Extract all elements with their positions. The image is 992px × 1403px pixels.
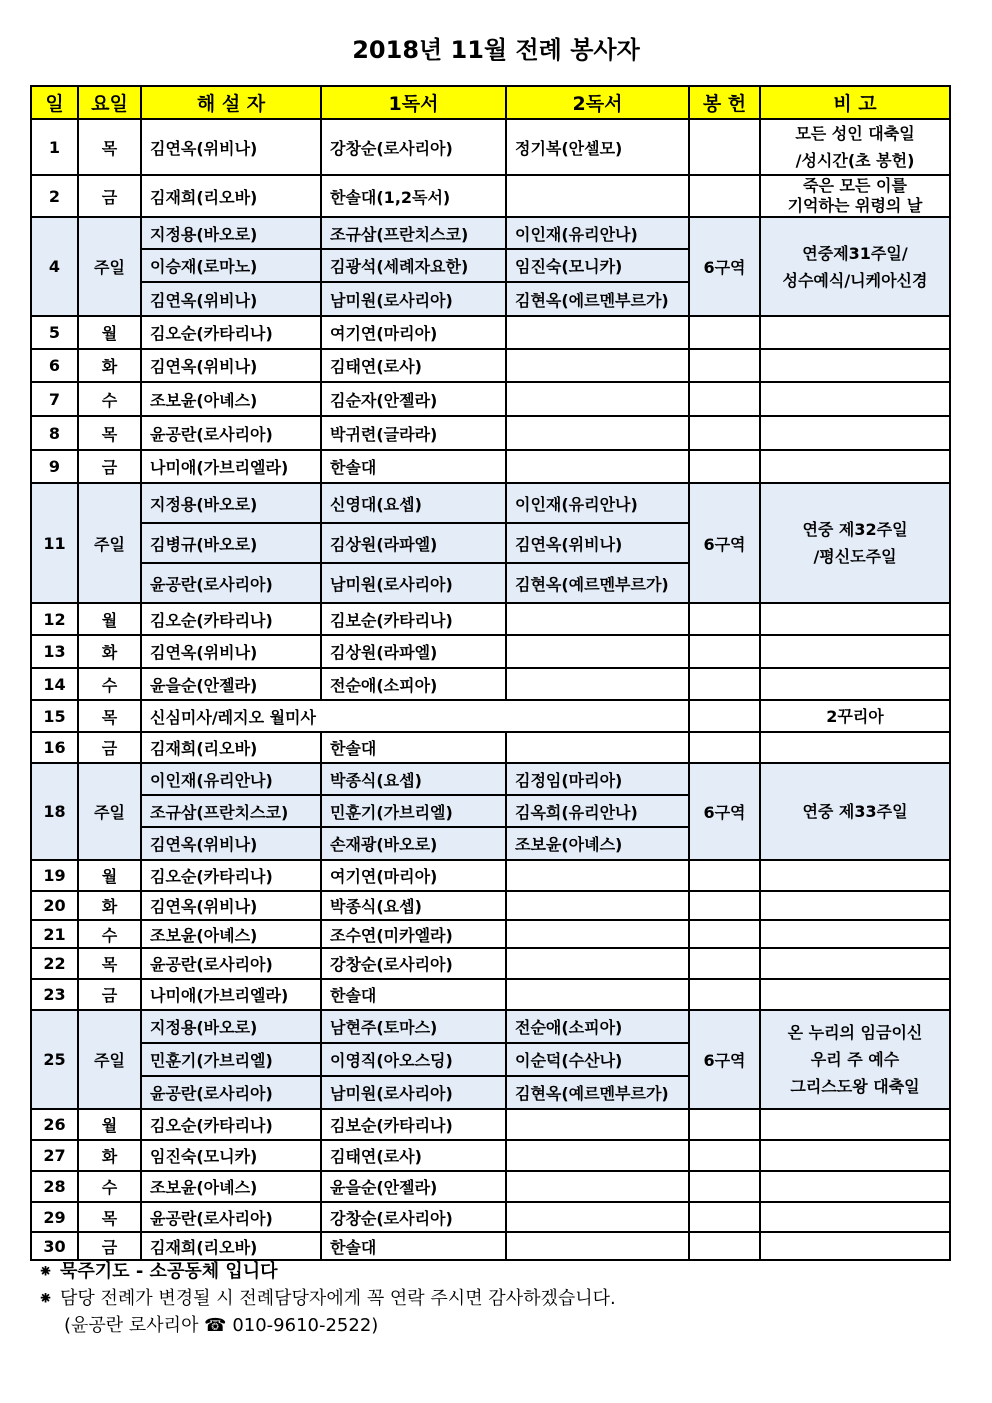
commentator-cell: 이인재(유리안나): [141, 763, 321, 795]
contact-info: (윤공란 로사리아 ☎ 010-9610-2522): [64, 1315, 379, 1336]
remarks-cell: [760, 1232, 950, 1260]
reader1-cell: 김상원(라파엘): [321, 635, 506, 668]
offering-cell: [689, 635, 760, 668]
reader1-cell: 김보순(카타리나): [321, 1109, 506, 1140]
day-cell: 15: [31, 700, 78, 732]
reader2-cell: 김옥희(유리안나): [506, 795, 689, 827]
header-reader2: 2독서: [506, 86, 689, 119]
reader2-cell: 김연옥(위비나): [506, 523, 689, 563]
commentator-cell: 나미애(가브리엘라): [141, 450, 321, 483]
weekday-cell: 목: [78, 948, 141, 979]
remarks-cell: 연중 제33주일: [760, 763, 950, 860]
reader1-cell: 전순애(소피아): [321, 668, 506, 700]
reader1-cell: 여기연(마리아): [321, 860, 506, 891]
offering-cell: 6구역: [689, 217, 760, 316]
reader2-cell: [506, 603, 689, 635]
remarks-cell: [760, 1171, 950, 1202]
reader2-cell: [506, 175, 689, 217]
reader1-cell: 김태연(로사): [321, 1140, 506, 1171]
day-cell: 14: [31, 668, 78, 700]
offering-cell: [689, 416, 760, 450]
day-cell: 30: [31, 1232, 78, 1260]
weekday-cell: 목: [78, 416, 141, 450]
reader1-cell: 강창순(로사리아): [321, 1202, 506, 1232]
table-row: [31, 349, 950, 382]
offering-cell: [689, 700, 760, 732]
reader1-cell: 남미원(로사리아): [321, 282, 506, 316]
reader1-cell: 김태연(로사): [321, 349, 506, 382]
weekday-cell: 주일: [78, 1010, 141, 1109]
remarks-cell: [760, 860, 950, 891]
reader2-cell: 이순덕(수산나): [506, 1043, 689, 1076]
offering-cell: [689, 1171, 760, 1202]
page-title: 2018년 11월 전례 봉사자: [352, 36, 640, 64]
remarks-cell: 온 누리의 임금이신 우리 주 예수 그리스도왕 대축일: [760, 1010, 950, 1109]
remarks-cell: [760, 891, 950, 920]
reader1-cell: 여기연(마리아): [321, 316, 506, 349]
reader2-cell: [506, 948, 689, 979]
remarks-cell: 2꾸리아: [760, 700, 950, 732]
remarks-cell: [760, 1109, 950, 1140]
commentator-cell: 김연옥(위비나): [141, 635, 321, 668]
offering-cell: [689, 1232, 760, 1260]
remarks-cell: [760, 416, 950, 450]
commentator-cell: 윤공란(로사리아): [141, 563, 321, 603]
table-row: [31, 1232, 950, 1260]
weekday-cell: 금: [78, 979, 141, 1010]
table-header-row: [31, 86, 950, 119]
table-row-sunday-mass: [31, 1010, 950, 1043]
remarks-cell: [760, 668, 950, 700]
commentator-cell: 지정용(바오로): [141, 1010, 321, 1043]
day-cell: 20: [31, 891, 78, 920]
remarks-cell: [760, 920, 950, 948]
day-cell: 9: [31, 450, 78, 483]
commentator-cell: 임진숙(모니카): [141, 1140, 321, 1171]
day-cell: 12: [31, 603, 78, 635]
offering-cell: [689, 1140, 760, 1171]
reader1-cell: 조규삼(프란치스코): [321, 217, 506, 249]
commentator-cell: 김병규(바오로): [141, 523, 321, 563]
offering-cell: 6구역: [689, 1010, 760, 1109]
reader1-cell: 한솔대: [321, 1232, 506, 1260]
reader1-cell: 강창순(로사리아): [321, 119, 506, 175]
commentator-cell: 김오순(카타리나): [141, 1109, 321, 1140]
table-row: [31, 1171, 950, 1202]
offering-cell: [689, 603, 760, 635]
table-row: [31, 920, 950, 948]
reader1-cell: 남미원(로사리아): [321, 563, 506, 603]
reader2-cell: [506, 1202, 689, 1232]
commentator-cell: 윤공란(로사리아): [141, 1076, 321, 1109]
table-row: [31, 416, 950, 450]
remarks-cell: [760, 382, 950, 416]
day-cell: 16: [31, 732, 78, 763]
commentator-cell: 김오순(카타리나): [141, 603, 321, 635]
remarks-cell: [760, 349, 950, 382]
weekday-cell: 수: [78, 668, 141, 700]
reader1-cell: 남현주(토마스): [321, 1010, 506, 1043]
weekday-cell: 화: [78, 1140, 141, 1171]
reader1-cell: 박귀련(글라라): [321, 416, 506, 450]
day-cell: 19: [31, 860, 78, 891]
weekday-cell: 화: [78, 635, 141, 668]
offering-cell: [689, 920, 760, 948]
offering-cell: [689, 668, 760, 700]
reader2-cell: [506, 668, 689, 700]
table-row: [31, 603, 950, 635]
table-row-sunday-mass: [31, 763, 950, 795]
commentator-cell: 김연옥(위비나): [141, 827, 321, 860]
table-row: [31, 382, 950, 416]
schedule-table: [30, 85, 951, 1261]
table-row: [31, 891, 950, 920]
commentator-cell: 김연옥(위비나): [141, 349, 321, 382]
weekday-cell: 금: [78, 450, 141, 483]
offering-cell: [689, 979, 760, 1010]
remarks-cell: [760, 316, 950, 349]
reader1-cell: 한솔대: [321, 732, 506, 763]
table-row: [31, 1202, 950, 1232]
table-row-sunday-mass: [31, 483, 950, 523]
reader1-cell: 한솔대(1,2독서): [321, 175, 506, 217]
header-offering: 봉 헌: [689, 86, 760, 119]
reader2-cell: [506, 1232, 689, 1260]
header-day: 일: [31, 86, 78, 119]
weekday-cell: 주일: [78, 483, 141, 603]
weekday-cell: 월: [78, 316, 141, 349]
commentator-cell: 김오순(카타리나): [141, 860, 321, 891]
reader1-cell: 김광석(세례자요한): [321, 249, 506, 282]
reader2-cell: 임진숙(모니카): [506, 249, 689, 282]
reader1-cell: 김상원(라파엘): [321, 523, 506, 563]
day-cell: 22: [31, 948, 78, 979]
asterisk-icon: ⁕: [38, 1261, 54, 1282]
reader2-cell: 조보윤(아녜스): [506, 827, 689, 860]
remarks-cell: [760, 732, 950, 763]
reader2-cell: [506, 1171, 689, 1202]
table-row: [31, 1140, 950, 1171]
day-cell: 1: [31, 119, 78, 175]
weekday-cell: 화: [78, 891, 141, 920]
reader1-cell: 강창순(로사리아): [321, 948, 506, 979]
table-row: [31, 119, 950, 175]
offering-cell: [689, 1202, 760, 1232]
reader1-cell: 손재광(바오로): [321, 827, 506, 860]
weekday-cell: 목: [78, 1202, 141, 1232]
commentator-cell: 조보윤(아녜스): [141, 1171, 321, 1202]
commentator-cell: 나미애(가브리엘라): [141, 979, 321, 1010]
remarks-cell: [760, 979, 950, 1010]
weekday-cell: 화: [78, 349, 141, 382]
reader1-cell: 신영대(요셉): [321, 483, 506, 523]
commentator-cell: 이승재(로마노): [141, 249, 321, 282]
header-remarks: 비 고: [760, 86, 950, 119]
header-reader1: 1독서: [321, 86, 506, 119]
day-cell: 29: [31, 1202, 78, 1232]
offering-cell: [689, 119, 760, 175]
reader2-cell: [506, 416, 689, 450]
reader1-cell: 윤을순(안젤라): [321, 1171, 506, 1202]
weekday-cell: 주일: [78, 217, 141, 316]
remarks-cell: 연중 제32주일 /평신도주일: [760, 483, 950, 603]
commentator-cell: 김연옥(위비나): [141, 119, 321, 175]
reader1-cell: 김보순(카타리나): [321, 603, 506, 635]
reader1-cell: 박종식(요셉): [321, 891, 506, 920]
remarks-cell: [760, 948, 950, 979]
offering-cell: [689, 948, 760, 979]
day-cell: 23: [31, 979, 78, 1010]
offering-cell: [689, 175, 760, 217]
commentator-cell: 김재희(리오바): [141, 175, 321, 217]
commentator-cell: 윤을순(안젤라): [141, 668, 321, 700]
commentator-cell: 김재희(리오바): [141, 732, 321, 763]
table-row: [31, 316, 950, 349]
reader1-cell: 김순자(안젤라): [321, 382, 506, 416]
merged-event-cell: 신심미사/레지오 월미사: [141, 700, 689, 732]
day-cell: 7: [31, 382, 78, 416]
remarks-cell: 죽은 모든 이를 기억하는 위령의 날: [760, 175, 950, 217]
reader2-cell: [506, 732, 689, 763]
reader2-cell: [506, 1140, 689, 1171]
offering-cell: [689, 382, 760, 416]
commentator-cell: 윤공란(로사리아): [141, 1202, 321, 1232]
reader1-cell: 조수연(미카엘라): [321, 920, 506, 948]
day-cell: 26: [31, 1109, 78, 1140]
offering-cell: 6구역: [689, 483, 760, 603]
commentator-cell: 민훈기(가브리엘): [141, 1043, 321, 1076]
table-row: [31, 175, 950, 217]
asterisk-icon: ⁕: [38, 1288, 54, 1309]
reader2-cell: [506, 316, 689, 349]
table-row: [31, 860, 950, 891]
offering-cell: [689, 349, 760, 382]
commentator-cell: 조보윤(아녜스): [141, 382, 321, 416]
commentator-cell: 김연옥(위비나): [141, 282, 321, 316]
offering-cell: [689, 891, 760, 920]
reader2-cell: 김현옥(에르멘부르가): [506, 282, 689, 316]
weekday-cell: 주일: [78, 763, 141, 860]
reader1-cell: 이영직(아오스딩): [321, 1043, 506, 1076]
header-commentator: 해 설 자: [141, 86, 321, 119]
commentator-cell: 김오순(카타리나): [141, 316, 321, 349]
commentator-cell: 김재희(리오바): [141, 1232, 321, 1260]
reader2-cell: [506, 450, 689, 483]
offering-cell: 6구역: [689, 763, 760, 860]
offering-cell: [689, 450, 760, 483]
reader2-cell: [506, 860, 689, 891]
table-row-sunday-mass: [31, 217, 950, 249]
reader2-cell: [506, 920, 689, 948]
reader1-cell: 한솔대: [321, 979, 506, 1010]
weekday-cell: 금: [78, 175, 141, 217]
table-row: [31, 635, 950, 668]
reader2-cell: 이인재(유리안나): [506, 483, 689, 523]
day-cell: 28: [31, 1171, 78, 1202]
weekday-cell: 수: [78, 920, 141, 948]
remarks-cell: 연중제31주일/ 성수예식/니케아신경: [760, 217, 950, 316]
table-row: [31, 1109, 950, 1140]
reader2-cell: [506, 891, 689, 920]
day-cell: 2: [31, 175, 78, 217]
commentator-cell: 지정용(바오로): [141, 217, 321, 249]
table-row: [31, 732, 950, 763]
schedule-body: [31, 119, 950, 1260]
remarks-cell: [760, 1202, 950, 1232]
day-cell: 21: [31, 920, 78, 948]
reader2-cell: [506, 382, 689, 416]
commentator-cell: 조규삼(프란치스코): [141, 795, 321, 827]
reader1-cell: 남미원(로사리아): [321, 1076, 506, 1109]
weekday-cell: 수: [78, 1171, 141, 1202]
remarks-cell: [760, 450, 950, 483]
table-row: [31, 450, 950, 483]
weekday-cell: 월: [78, 603, 141, 635]
day-cell: 18: [31, 763, 78, 860]
reader2-cell: 김정임(마리아): [506, 763, 689, 795]
remarks-cell: [760, 603, 950, 635]
commentator-cell: 윤공란(로사리아): [141, 948, 321, 979]
offering-cell: [689, 860, 760, 891]
reader2-cell: 김현옥(예르멘부르가): [506, 1076, 689, 1109]
reader2-cell: 이인재(유리안나): [506, 217, 689, 249]
remarks-cell: [760, 635, 950, 668]
table-row: [31, 979, 950, 1010]
day-cell: 4: [31, 217, 78, 316]
weekday-cell: 월: [78, 1109, 141, 1140]
commentator-cell: 지정용(바오로): [141, 483, 321, 523]
table-row: [31, 700, 950, 732]
day-cell: 8: [31, 416, 78, 450]
remarks-cell: [760, 1140, 950, 1171]
commentator-cell: 김연옥(위비나): [141, 891, 321, 920]
note-contact-request: ⁕ 담당 전례가 변경될 시 전례담당자에게 꼭 연락 주시면 감사하겠습니다.: [38, 1285, 616, 1312]
reader1-cell: 한솔대: [321, 450, 506, 483]
day-cell: 13: [31, 635, 78, 668]
commentator-cell: 윤공란(로사리아): [141, 416, 321, 450]
weekday-cell: 월: [78, 860, 141, 891]
reader1-cell: 박종식(요셉): [321, 763, 506, 795]
table-row: [31, 668, 950, 700]
reader2-cell: [506, 1109, 689, 1140]
weekday-cell: 수: [78, 382, 141, 416]
reader2-cell: [506, 349, 689, 382]
day-cell: 5: [31, 316, 78, 349]
header-weekday: 요일: [78, 86, 141, 119]
day-cell: 11: [31, 483, 78, 603]
reader2-cell: 전순애(소피아): [506, 1010, 689, 1043]
note-rosary: ⁕ 묵주기도 - 소공동체 입니다: [38, 1258, 616, 1285]
day-cell: 6: [31, 349, 78, 382]
table-row: [31, 948, 950, 979]
reader2-cell: [506, 635, 689, 668]
weekday-cell: 목: [78, 700, 141, 732]
offering-cell: [689, 732, 760, 763]
weekday-cell: 금: [78, 732, 141, 763]
remarks-cell: 모든 성인 대축일 /성시간(초 봉헌): [760, 119, 950, 175]
reader2-cell: [506, 979, 689, 1010]
footer-notes: [38, 1258, 616, 1339]
commentator-cell: 조보윤(아녜스): [141, 920, 321, 948]
reader1-cell: 민훈기(가브리엘): [321, 795, 506, 827]
weekday-cell: 목: [78, 119, 141, 175]
day-cell: 25: [31, 1010, 78, 1109]
reader2-cell: 정기복(안셀모): [506, 119, 689, 175]
offering-cell: [689, 316, 760, 349]
offering-cell: [689, 1109, 760, 1140]
weekday-cell: 금: [78, 1232, 141, 1260]
day-cell: 27: [31, 1140, 78, 1171]
reader2-cell: 김현옥(예르멘부르가): [506, 563, 689, 603]
